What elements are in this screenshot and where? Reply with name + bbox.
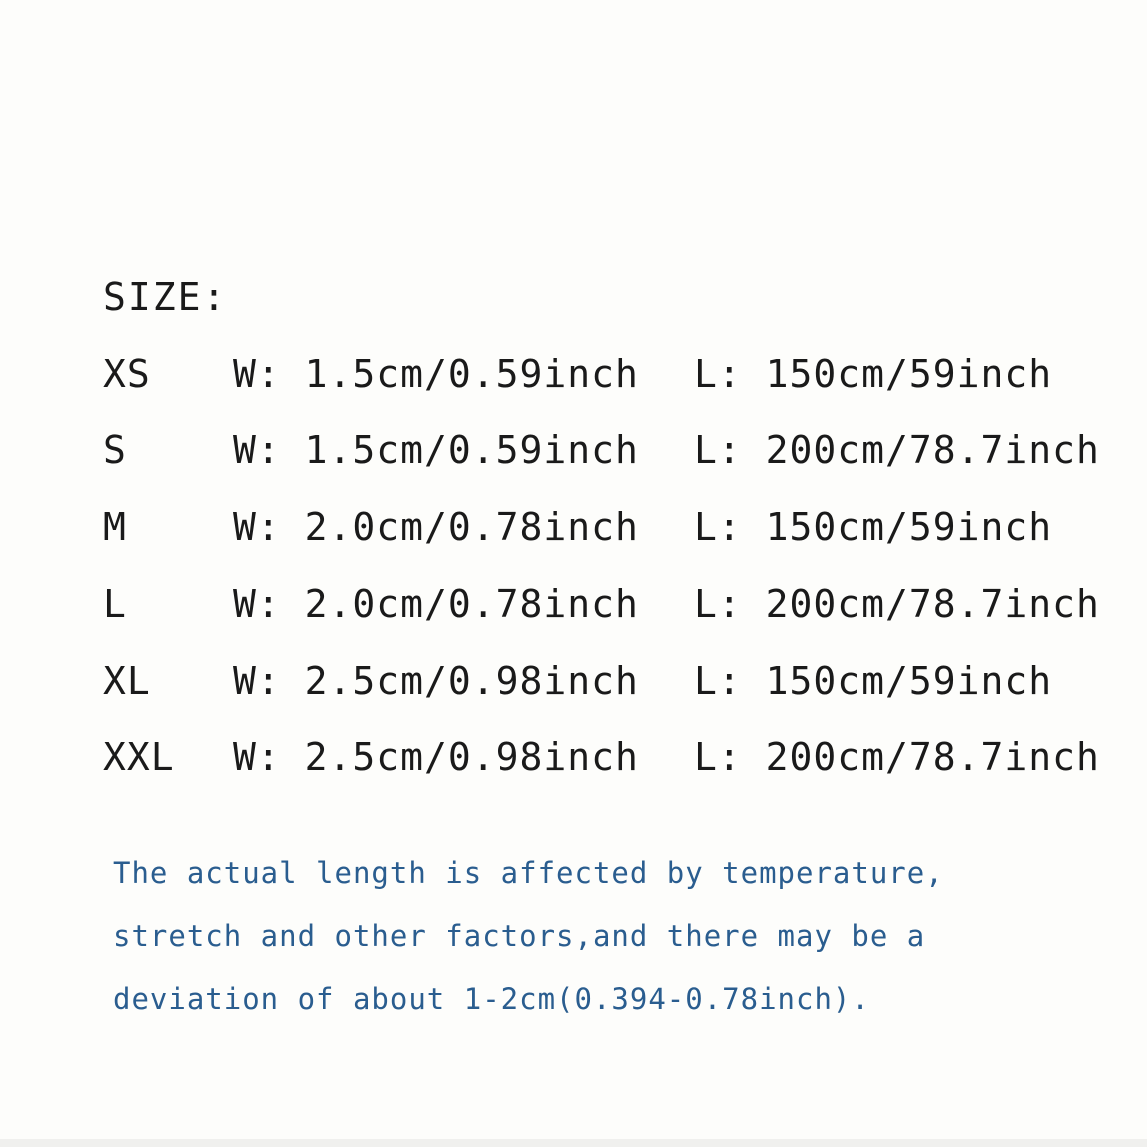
size-row — [0, 352, 1147, 402]
length-value: L: 200cm/78.7inch — [694, 428, 1100, 472]
size-heading: SIZE: — [103, 275, 228, 319]
size-label: XXL — [103, 735, 175, 779]
size-row — [0, 735, 1147, 785]
size-row — [0, 428, 1147, 478]
width-value: W: 2.0cm/0.78inch — [233, 582, 639, 626]
size-label: L — [103, 582, 127, 626]
size-label: S — [103, 428, 127, 472]
width-value: W: 1.5cm/0.59inch — [233, 428, 639, 472]
width-value: W: 1.5cm/0.59inch — [233, 352, 639, 396]
note-line: deviation of about 1-2cm(0.394-0.78inch). — [113, 982, 870, 1016]
size-row — [0, 505, 1147, 555]
width-value: W: 2.0cm/0.78inch — [233, 505, 639, 549]
width-value: W: 2.5cm/0.98inch — [233, 659, 639, 703]
deviation-note — [113, 842, 1013, 1031]
length-value: L: 200cm/78.7inch — [694, 582, 1100, 626]
note-line: The actual length is affected by temperature, — [113, 856, 944, 890]
length-value: L: 150cm/59inch — [694, 659, 1053, 703]
size-label: XS — [103, 352, 151, 396]
length-value: L: 150cm/59inch — [694, 352, 1053, 396]
note-line: stretch and other factors,and there may be a — [113, 919, 926, 953]
length-value: L: 150cm/59inch — [694, 505, 1053, 549]
bottom-divider — [0, 1139, 1147, 1147]
size-label: XL — [103, 659, 151, 703]
width-value: W: 2.5cm/0.98inch — [233, 735, 639, 779]
size-label: M — [103, 505, 127, 549]
length-value: L: 200cm/78.7inch — [694, 735, 1100, 779]
size-row — [0, 659, 1147, 709]
size-row — [0, 582, 1147, 632]
